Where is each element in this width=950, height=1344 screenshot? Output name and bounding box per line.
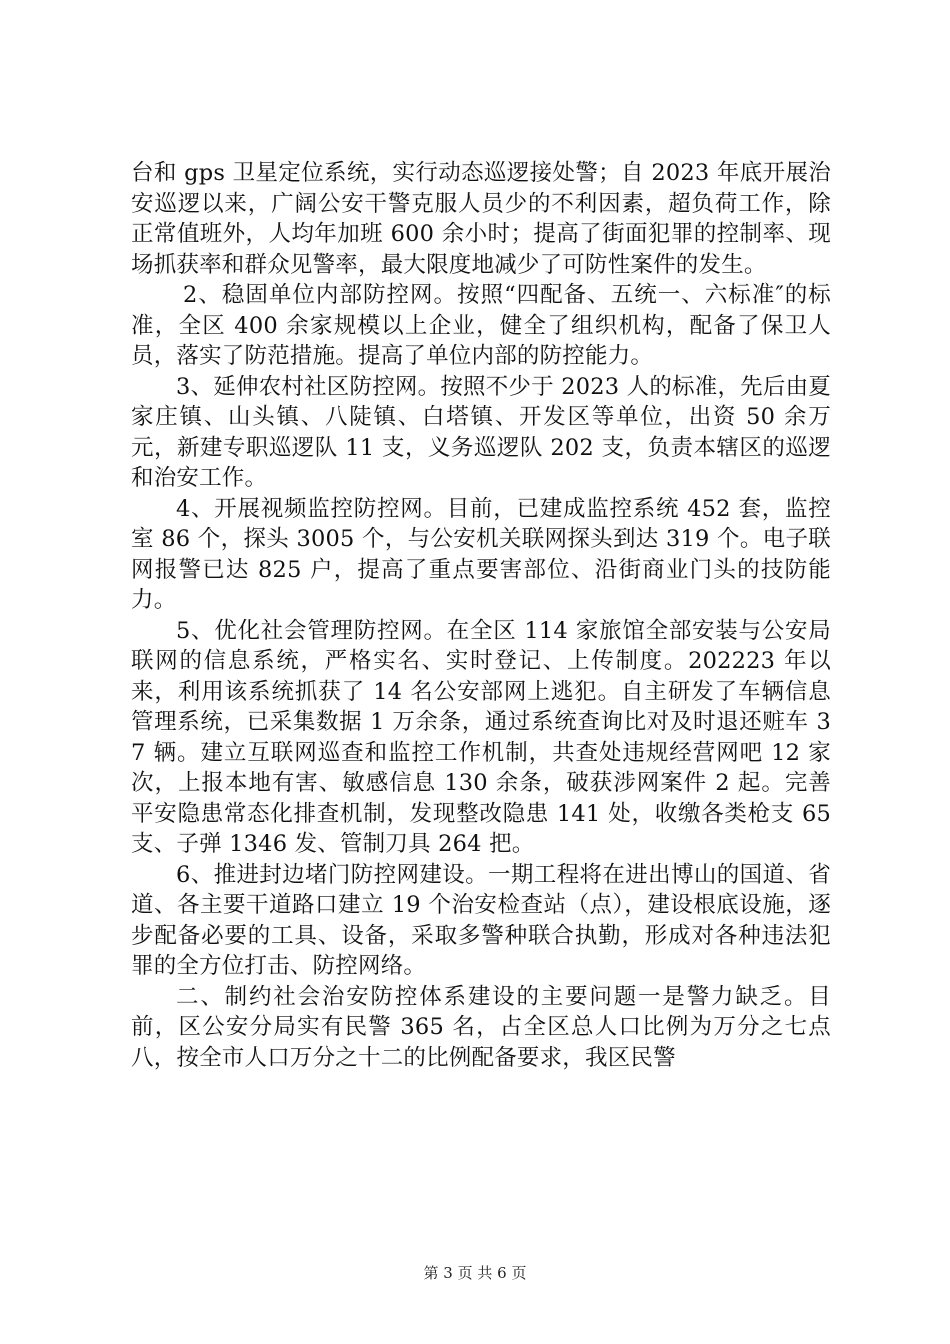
document-body: [131, 158, 831, 1073]
paragraph-item-3: 3、延伸农村社区防控网。按照不少于 2023 人的标准，先后由夏家庄镇、山头镇、八陡镇、白塔镇、开发区等单位，出资 50 余万元，新建专职巡逻队 11 支，义务巡逻队 202 支，负责本辖区的巡逻和治安工作。: [131, 373, 831, 491]
paragraph-continuation: 台和 gps 卫星定位系统，实行动态巡逻接处警；自 2023 年底开展治安巡逻以来，广阔公安干警克服人员少的不利因素，超负荷工作，除正常值班外，人均年加班 600 余小时；提高了街面犯罪的控制率、现场抓获率和群众见警率，最大限度地减少了可防性案件的发生。: [131, 160, 831, 278]
paragraph-item-5: 5、优化社会管理防控网。在全区 114 家旅馆全部安装与公安局联网的信息系统，严格实名、实时登记、上传制度。202223 年以来，利用该系统抓获了 14 名公安部网上逃犯。自主研发了车辆信息管理系统，已采集数据 1 万余条，通过系统查询比对及时退还赃车 37 辆。建立互联网巡查和监控工作机制，共查处违规经营网吧 12 家次，上报本地有害、敏感信息 130 余条，破获涉网案件 2 起。完善平安隐患常态化排查机制，发现整改隐患 141 处，收缴各类枪支 65 支、子弹 1346 发、管制刀具 264 把。: [131, 617, 831, 857]
paragraph-section-2: 二、制约社会治安防控体系建设的主要问题一是警力缺乏。目前，区公安分局实有民警 365 名，占全区总人口比例为万分之七点八，按全市人口万分之十二的比例配备要求，我区民警: [131, 983, 831, 1071]
page-number-footer: 第 3 页 共 6 页: [423, 1264, 527, 1282]
paragraph-item-4: 4、开展视频监控防控网。目前，已建成监控系统 452 套，监控室 86 个，探头 3005 个，与公安机关联网探头到达 319 个。电子联网报警已达 825 户，提高了重点要害部位、沿街商业门头的技防能力。: [131, 495, 831, 613]
paragraph-item-2: 2、稳固单位内部防控网。按照“四配备、五统一、六标准″的标准，全区 400 余家规模以上企业，健全了组织机构，配备了保卫人员，落实了防范措施。提高了单位内部的防控能力。: [131, 282, 831, 369]
paragraph-item-6: 6、推进封边堵门防控网建设。一期工程将在进出博山的国道、省道、各主要干道路口建立 19 个治安检查站（点），建设根底设施，逐步配备必要的工具、设备，采取多警种联合执勤，形成对各种违法犯罪的全方位打击、防控网络。: [131, 861, 831, 979]
